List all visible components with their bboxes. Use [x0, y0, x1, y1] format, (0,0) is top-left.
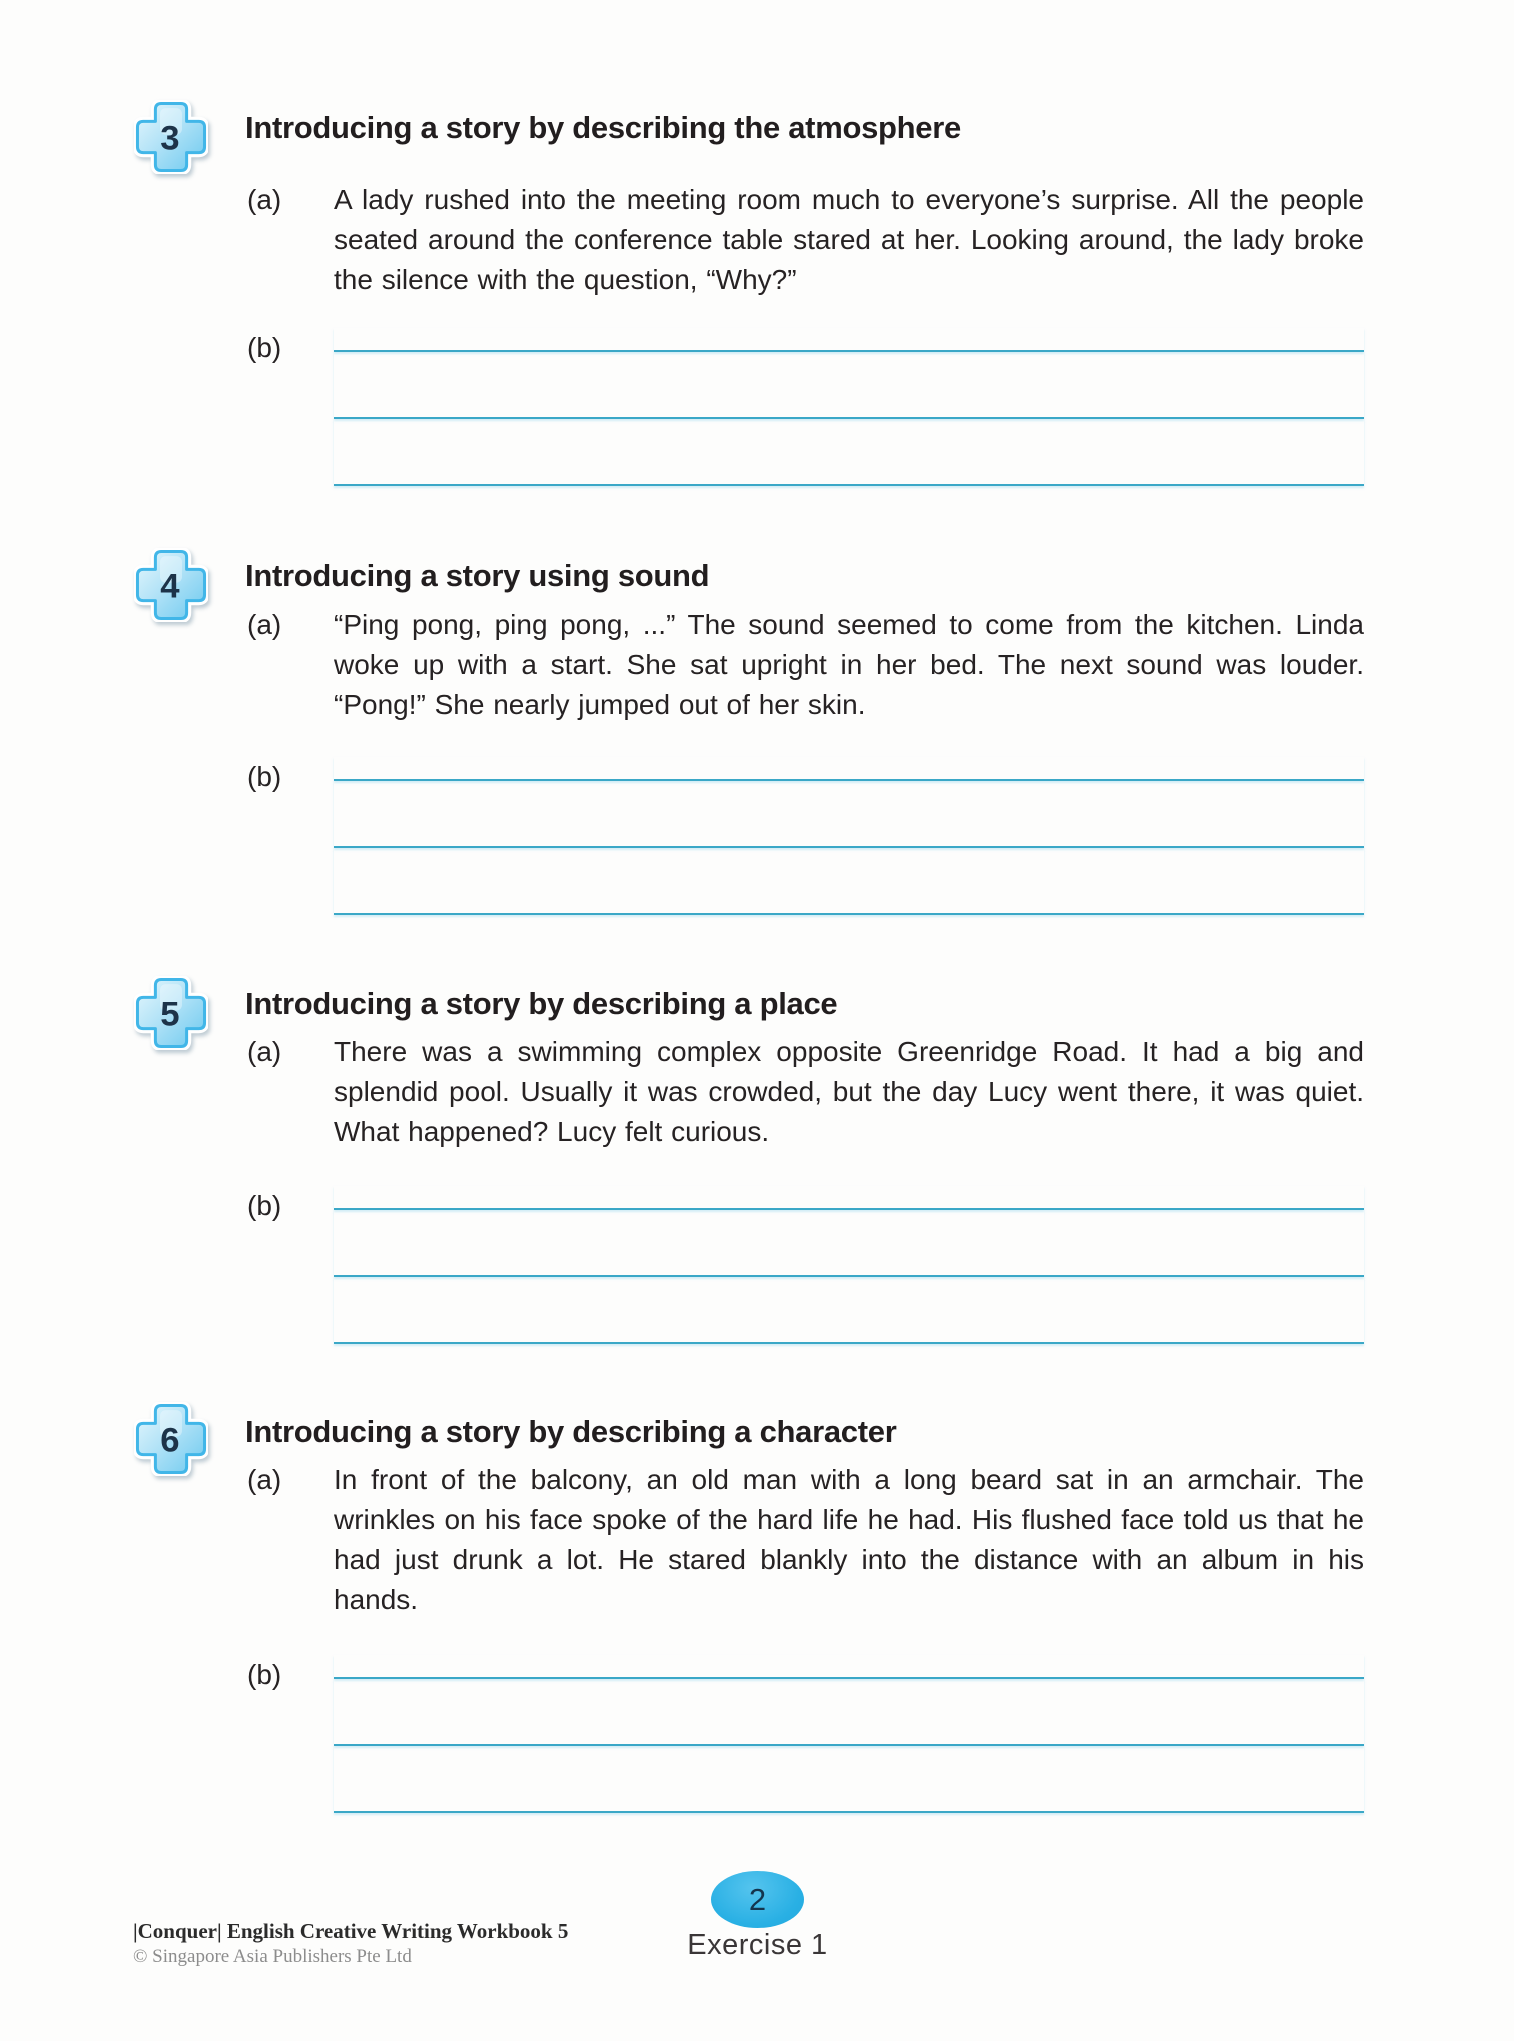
part-a-text: A lady rushed into the meeting room much to everyone’s surprise. All the people seated around the conference table stared at her. Looking around, the lady broke the silence with the question, “Why?” — [334, 184, 1364, 295]
writing-line[interactable] — [334, 328, 1364, 352]
exercise-label: Exercise 1 — [687, 1929, 828, 1961]
section-title: Introducing a story by describing a place — [245, 986, 838, 1021]
writing-line[interactable] — [334, 781, 1364, 848]
section-number-badge — [134, 1402, 208, 1476]
section-number: 6 — [160, 1421, 180, 1460]
writing-line[interactable] — [334, 1277, 1364, 1344]
part-a — [247, 605, 1364, 725]
part-b-label: (b) — [247, 332, 282, 363]
book-title: |Conquer| English Creative Writing Workbook 5 — [133, 1919, 569, 1943]
writing-line[interactable] — [334, 757, 1364, 781]
writing-line[interactable] — [334, 1655, 1364, 1679]
answer-lines — [334, 1186, 1364, 1344]
copyright: © Singapore Asia Publishers Pte Ltd — [133, 1946, 412, 1967]
section-number-badge — [134, 976, 208, 1050]
writing-line[interactable] — [334, 1679, 1364, 1746]
part-a-label: (a) — [247, 1036, 282, 1067]
part-b-label: (b) — [247, 1190, 282, 1221]
writing-line[interactable] — [334, 1186, 1364, 1210]
part-a — [247, 1032, 1364, 1152]
section-title: Introducing a story by describing a character — [245, 1414, 897, 1449]
writing-line[interactable] — [334, 848, 1364, 915]
writing-line[interactable] — [334, 352, 1364, 419]
part-b-label: (b) — [247, 1659, 282, 1690]
part-a — [247, 180, 1364, 300]
writing-line[interactable] — [334, 419, 1364, 486]
section-title: Introducing a story by describing the atmosphere — [245, 110, 961, 145]
part-b — [247, 328, 1364, 486]
part-a-label: (a) — [247, 609, 282, 640]
section-number: 5 — [160, 995, 180, 1034]
part-b — [247, 1655, 1364, 1813]
part-b — [247, 1186, 1364, 1344]
part-b-label: (b) — [247, 761, 282, 792]
writing-line[interactable] — [334, 1210, 1364, 1277]
plus-badge-icon — [134, 976, 208, 1050]
part-a-text: In front of the balcony, an old man with a long beard sat in an armchair. The wrinkles on his face spoke of the hard life he had. His flushed face told us that he had just drunk a lot. He stared blankly into the distance with an album in his hands. — [334, 1464, 1364, 1615]
part-a-text: There was a swimming complex opposite Greenridge Road. It had a big and splendid pool. Usually it was crowded, but the day Lucy went there, it was quiet. What happened? Lucy felt curious. — [334, 1036, 1364, 1147]
part-b — [247, 757, 1364, 915]
plus-badge-icon — [134, 1402, 208, 1476]
plus-badge-icon — [134, 548, 208, 622]
section-title: Introducing a story using sound — [245, 558, 710, 593]
page-number: 2 — [748, 1881, 767, 1917]
section-number-badge — [134, 100, 208, 174]
answer-lines — [334, 1655, 1364, 1813]
part-a-label: (a) — [247, 1464, 282, 1495]
writing-line[interactable] — [334, 1746, 1364, 1813]
part-a-label: (a) — [247, 184, 282, 215]
part-a-text: “Ping pong, ping pong, ...” The sound seemed to come from the kitchen. Linda woke up with a start. She sat upright in her bed. The next sound was louder. “Pong!” She nearly jumped out of her skin. — [334, 609, 1364, 720]
part-a — [247, 1460, 1364, 1620]
section-number: 3 — [160, 119, 180, 158]
page-number-badge — [711, 1871, 804, 1928]
section-number-badge — [134, 548, 208, 622]
plus-badge-icon — [134, 100, 208, 174]
section-number: 4 — [160, 567, 180, 606]
answer-lines — [334, 328, 1364, 486]
answer-lines — [334, 757, 1364, 915]
